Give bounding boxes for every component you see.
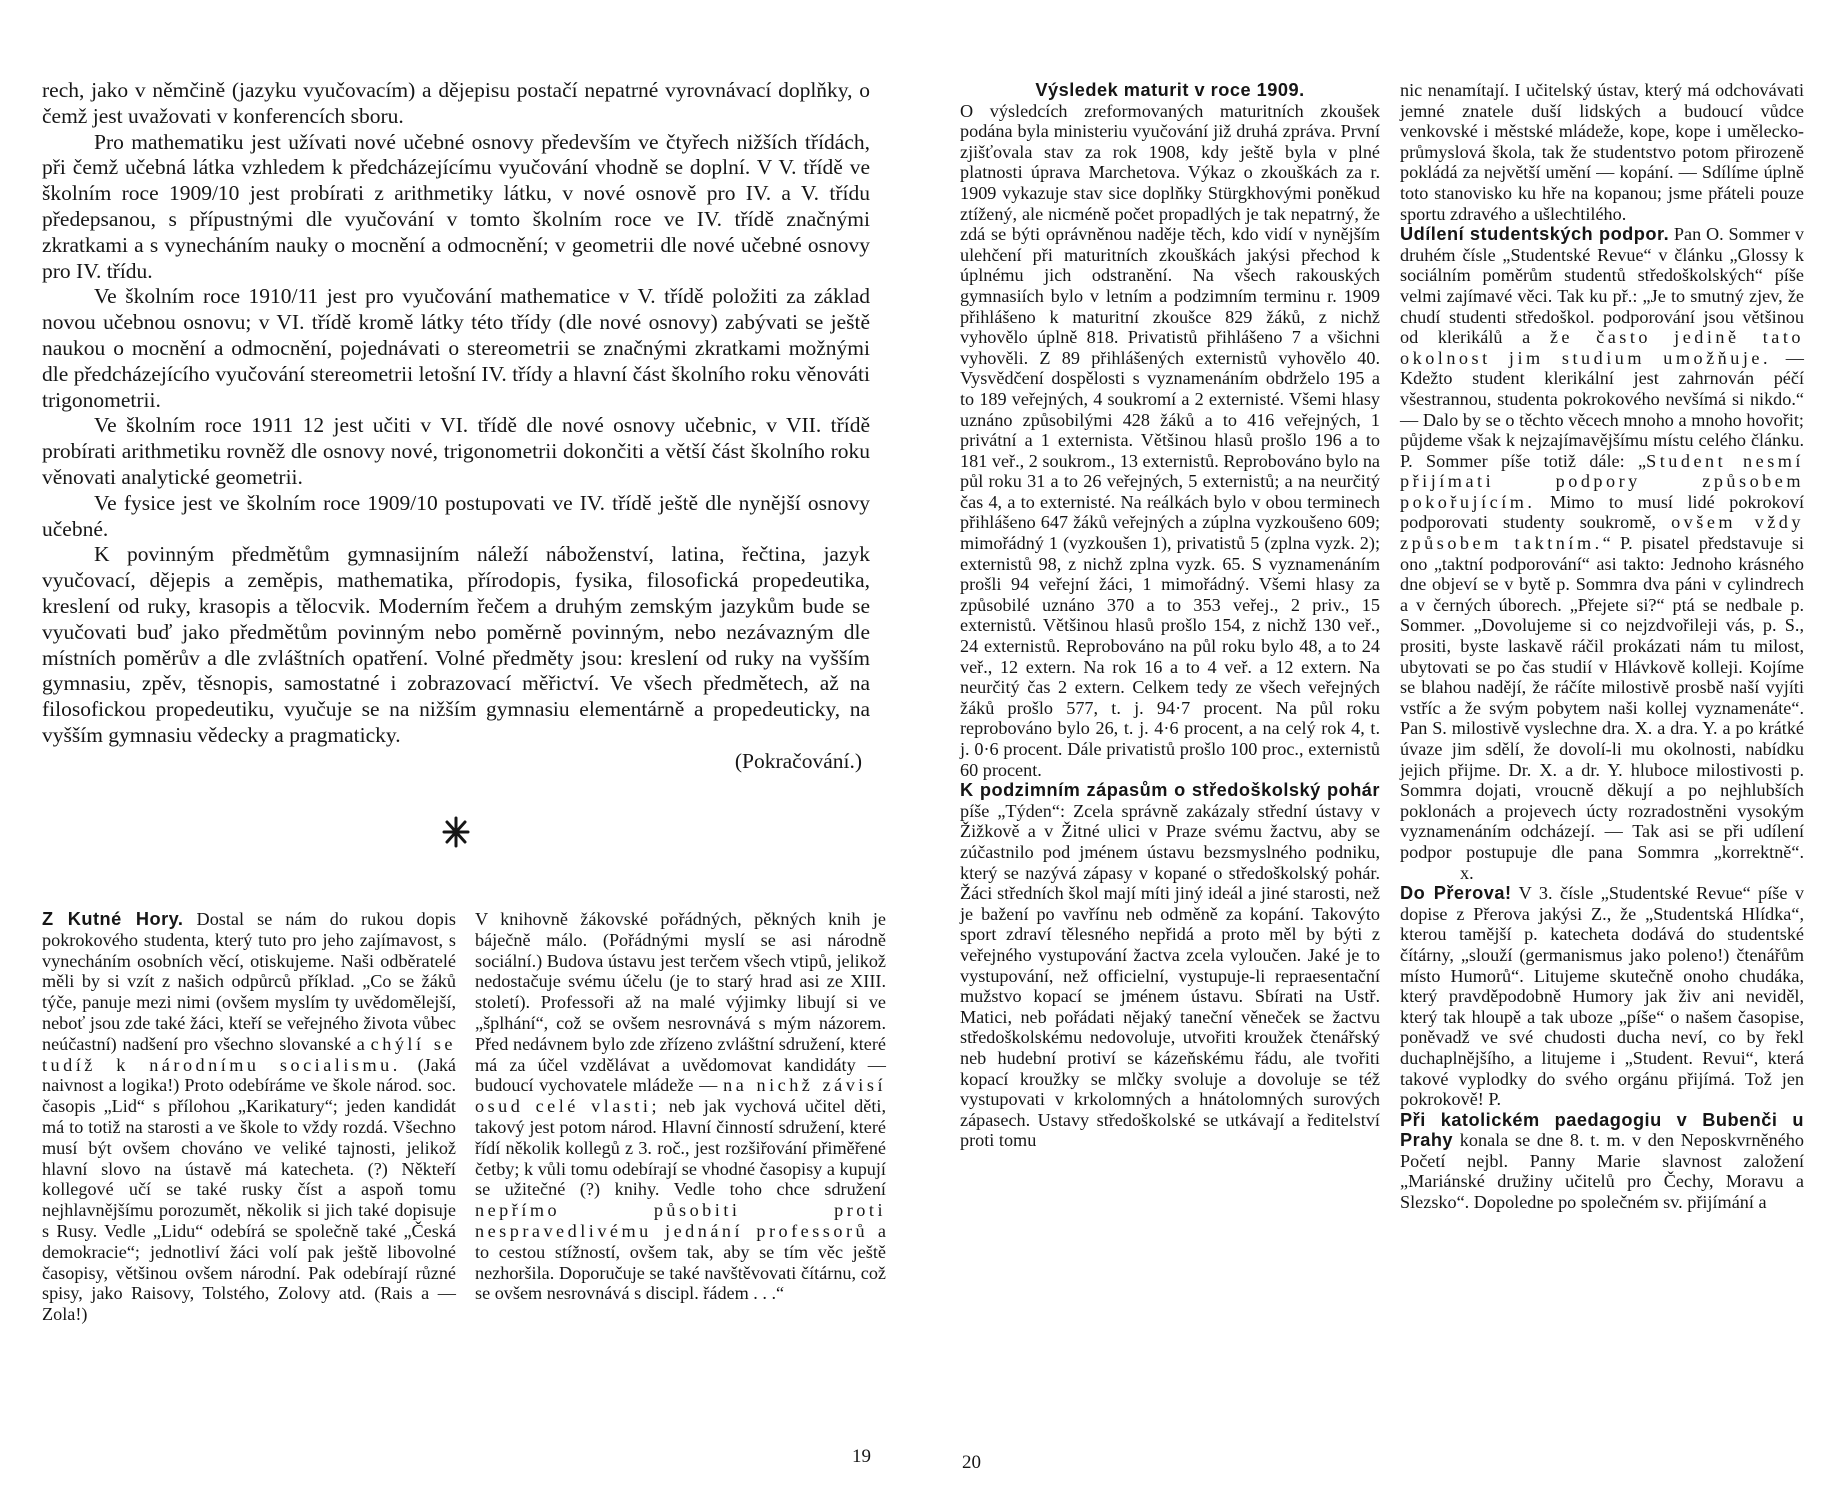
paragraph: Ve školním roce 1910/11 jest pro vyučování mathematice v V. třídě položiti za základ novou učebnou osnovu; v VI. třídě kromě látky této třídy (dle nové osnovy) zabývati se ještě naukou o mocnění a odmocnění, pojednávati o stereometrii se značnými zkratkami možnými dle předcházejícího vyučování stereometrii letošní IV. třídy a hlavní část školního roku věnováti trigonometrii.: [42, 284, 870, 412]
text-run: konala se dne 8. t. m. v den Neposkvrněného Početí nejbl. Panny Marie slavnost založení „Mariánské družiny učitelů pro Čechy, Moravu a Slezsko“. Dopoledne po společném sv. přijímání a: [1400, 1130, 1804, 1213]
paragraph: Ve fysice jest ve školním roce 1909/10 postupovati ve IV. třídě ještě dle nynější osnovy učebné.: [42, 490, 870, 541]
kutna-hora-paragraph: [475, 909, 886, 1304]
text-run: (Jaká naivnost a logika!) Proto odebíráme ve škole národ. soc. časopis „Lid“ s přílohou „Karikatury“; jeden kandidát má to totiž na starosti a ve škole to vždy rozdá. Všechno musí být ovšem chováno ve veliké tajnosti, jelikož hlavní slovo na ústavě má katecheta. (?) Někteří kollegové učí se také rusky číst a aspoň tomu nejhlavnějšímu porozumět, několik si jich také dopisuje s Rusy. Vedle „Lidu“ odebírá se společně také „Česká demokracie“; jednotliví žáci volí pak ještě libovolné časopisy, většinou ovšem národní. Pak odebírají různé spisy, jako Raisovy, Tolstého, Zolovy atd. (Rais a — Zola!): [42, 1054, 457, 1325]
paragraph: Pro mathematiku jest užívati nové učebné osnovy především ve čtyřech nižších třídách, při čemž učebná látka vzhledem k předcházejícímu vyučování vhodně se doplní. V V. třídě ve školním roce 1909/10 jest probírati z arithmetiky látku, v nové osnově pro IV. a V. třídu předepsanou, s přípustnými dle vyučování v tomto školním roce ve IV. třídě značnými zkratkami a s vynecháním nauky o mocnění a odmocnění; v geometrii dle nové učebné osnovy pro IV. třídu.: [42, 129, 870, 283]
paragraph: rech, jako v němčině (jazyku vyučovacím) a dějepisu postačí nepatrné vyrovnávací doplňky, o čemž jest uvažovati v konferencích sboru.: [42, 78, 870, 128]
sport-paragraph: nic nenamítají. I učitelský ústav, který má odchovávati jemné znatele duší lidských a budoucí vůdce venkovské i městské mládeže, kope, kope i umělecko-průmyslová škola, tak že studentstvo potom přirozeně pokládá za největší umění — kopání. — Sdílíme úplně toto stanovisko ku hře na kopanou; jsme přáteli pouze sportu zdravého a ušlechtilého.: [1400, 80, 1804, 224]
spaced-emphasis: chýlí se tudíž k národnímu socialismu.: [42, 1033, 456, 1075]
prerov-paragraph: [1400, 883, 1804, 1110]
text-run: “ P. pisatel představuje si ono „taktní podporování“ asi takto: Jednoho krásného dne objeví se v bytě p. Sommra dva páni v cylindrech a v černých úborech. „Přejete si?“ ptá se nedbale p. Sommer. „Dovolujeme si co nejzdvořileji vás, p. S., prositi, byste laskavě ráčil prokázati nám tu milost, ubytovati se po čas studií v Hlávkově kolleji. Kojíme se blahou nadějí, že ráčíte milostivě prosbě naší vyjíti vstříc a že svým pobytem naši kollej vyznamenáte“. Pan S. milostivě vyslechne dra. X. a dra. Y. a po krátké úvaze jim sdělí, že dovolí-li mu okolnosti, nabídku jejich přijme. Dr. X. a dr. Y. hluboce milostivosti p. Sommra dojati, vroucně děkují a po nejhlubších poklonách a projevech úcty rozradostněni vysokým vyznamenáním odcházejí. — Tak asi se při udílení podpor postupuje dle pana Sommra „korrektně“.: [1400, 533, 1804, 862]
text-run: V knihovně žákovské pořádných, pěkných knih je báječně málo. (Pořádnými myslí se asi národně sociální.) Budova ústavu jest terčem všech vtipů, jelikož nedostačuje svému účelu (je to starý hrad asi ze XIII. století). Professoři až na malé výjimky libují si ve „šplhání“, což se ovšem nesrovnává s mým názorem. Před nedávnem bylo zde zřízeno zvláštní sdružení, které má za účel vzdělávat a uvědomovat kandidáty — budoucí vychovatele mládeže —: [475, 909, 886, 1096]
maturity-paragraph: O výsledcích zreformovaných maturitních zkoušek podána byla ministeriu vyučování již druhá zpráva. První zjišťovala stav za rok 1908, kdy ještě byla v plné platnosti úprava Marchetova. Výkaz o zkouškách za r. 1909 vykazuje stav sice doplňky Stürgkhovými poněkud ztížený, ale nicméně počet propadlých je tak nepatrný, že zdá se býti oprávněnou naděje těch, kdo vidí v nynějším ulehčení při maturitních zkouškách jakýsi přechod k úplnému jich odstranění. Na všech rakouských gymnasiích bylo v letním a podzimním terminu r. 1909 přihlášeno k maturitní zkoušce 829 žáků, z nichž vyhovělo úplně 818. Privatistů přihlášeno 7 a všichni vyhověli. Z 89 přihlášených externistů vyhovělo 40. Vysvědčení dospělosti s vyznamenáním obdrželo 195 a to 189 veřejných, 4 soukromí a 2 externisté. Všemi hlasy uznáno způsobilými 428 žáků a to 416 veřejných, 1 privátní a 1 externista. Většinou hlasů prošlo 196 a to 181 veř., 2 soukrom., 13 externistů. Reprobováno bylo na půl roku 31 a to 26 veřejných, 5 externistů; a na neurčitý čas 4, a to externisté. Na reálkách bylo v obou terminech přihlášeno 647 žáků veřejných a zúplna vyzkoušeno 609; mimořádný 1 (vyzkoušen 1), privatistů 5 (zplna vyzk. 2); externistů 98, z nichž zplna vyzk. 65. S vyznamenáním prošli 94 veřejní žáci, 1 mimořádný. Všemi hlasy za způsobilé uznáno 370 a to 353 veřej., 2 priv., 15 externistů. Většinou hlasů prošlo 154, z nichž 130 veř., 24 externistů. Reprobováno na půl roku bylo 48, a to 24 veř., 12 extern. Na rok 16 a to 4 veř. a 12 extern. Na neurčitý čas 2 extern. Celkem tedy ze všech veřejných žáků prošlo 577, t. j. 94·7 procent. Na půl roku reprobováno bylo 26, t. j. 4·6 procent, a na celý rok 4, t. j. 0·6 procent. Dále privatistů prošlo 100 proc., externistů 60 procent.: [960, 100, 1380, 780]
right-column-2: [1400, 80, 1804, 1213]
page-number: 20: [962, 1452, 981, 1473]
paragraph: K povinným předmětům gymnasijním náleží náboženství, latina, řečtina, jazyk vyučovací, dějepis a zeměpis, mathematika, přírodopis, fysika, filosofická propedeutika, kreslení od ruky, krasopis a tělocvik. Moderním řečem a druhým zemským jazykům bude se vyučovati buď jako předmětům povinným nebo poměrně povinným, nebo nezávazným dle místních poměrův a dle zvláštních opatření. Volné předměty jsou: kreslení od ruky na vyšším gymnasiu, zpěv, těsnopis, samostatné i zobrazovací měřictví. Ve všech předmětech, až na filosofickou propedeutiku, vyučuje se na nižším gymnasiu elementárně a propedeuticky, na vyšším gymnasiu vědecky a pragmaticky.: [42, 542, 870, 747]
spaced-emphasis: ovšem vždy způsobem taktním.: [1400, 512, 1804, 554]
text-run: neb jak vychová učitel děti, takový jest potom národ. Hlavní činností sdružení, které řídí několik kollegů z 3. roč., jest rozšiřování přiměřené četby; k vůli tomu odebírají se vhodné časopisy a kupují se užitečné (?) knihy. Vedle toho chce sdružení: [475, 1096, 886, 1200]
bubenec-heading: Při katolickém paedagogiu v Bubenči u Prahy: [1400, 1109, 1804, 1151]
spaced-emphasis: nepřímo působiti proti nespravedlivému jednání professorů: [475, 1200, 886, 1241]
spaced-emphasis: na nichž závisí osud celé vlasti;: [475, 1075, 886, 1117]
text-run: a to cestou stížností, ovšem tak, aby se tím věc ještě nezhoršila. Doporučuje se také navštěvovati čítárnu, což se ovšem nesrovnává s discipl. řádem . . .“: [475, 1220, 887, 1304]
kutna-hora-col1: [42, 909, 456, 1325]
prerov-heading: Do Přerova!: [1400, 883, 1512, 904]
kutna-hora-col2: [475, 909, 886, 1304]
right-page: [912, 0, 1824, 1501]
maturity-heading: Výsledek maturit v roce 1909.: [1035, 80, 1305, 100]
cup-heading: K podzimním zápasům o středoškolský pohár: [960, 780, 1380, 801]
spaced-emphasis: že často jedině tato okolnost jim studium umožňuje.: [1400, 327, 1804, 368]
right-column-1: [960, 80, 1380, 1151]
podpory-heading: Udílení studentských podpor.: [1400, 224, 1670, 245]
text-run: píše „Týden“: Zcela správně zakázaly střední ústavy v Žižkově a v Žitné ulici v Praze svému žactvu, aby se zúčastnilo pod jménem ústavu bezsmyslného podniku, který se nazývá zápasy v kopané o středoškolský pohár. Žáci středních škol mají míti jiný ideál a jiné starosti, než je bažení po vavřínu neb odměně za kopání. Takovýto sport zdraví tělesného nepřidá a proto měl by býti z veřejného vystupování žactva zcela vyloučen. Jaké je to vystupování, než officielní, vystupuje-li repraesentační mužstvo kopací se jménem ústavu. Sbírati na Ustř. Matici, neb pořádati nějaký taneční věneček se žactvu středoškolskému nedovoluje, utvořiti kroužek čtenářský neb hudební protiví se kázeňskému řádu, ale tvořiti kopací kroužky se mlčky svoluje a dovoluje se též vystupovati v krkolomných a hnátolomných surových zápasech. Ustavy středoškolské se utkávají a ředitelství proti tomu: [960, 800, 1380, 1151]
continuation-note: (Pokračování.): [734, 748, 862, 773]
spaced-emphasis: Student nesmí přijímati podpory způsobem pokořujícím.: [1400, 450, 1804, 512]
text-run: Mimo to musí lidé pokrokoví podporovati studenty soukromě,: [1400, 491, 1804, 533]
text-run: V 3. čísle „Studentské Revue“ píše v dopise z Přerova jakýsi Z., že „Studentská Hlídka“, kterou tamější p. katecheta dodává do studentské čítárny, „slouží (germanismus jako poleno!) čtenářům místo Humorů“. Litujeme skutečně onoho chudáka, který pravděpodobně Humory jak živ ani neviděl, který tak hloupě a tak uboze „píše“ o našem časopise, poněvadž ve své chudosti ducha neví, co by řekl duchaplnějšího, a litujeme i „Student. Revui“, která takové vyplodky do svého orgánu přijímá. Tož jen pokrokově! P.: [1400, 883, 1804, 1110]
asterism-ornament-icon: [442, 816, 470, 848]
page-number: 19: [852, 1446, 871, 1467]
text-run: Pan O. Sommer v druhém čísle „Studentské Revue“ v článku „Glossy k sociálním poměrům studentů středoškolských“ píše velmi zajímavé věci. Tak ku př.: „Je to smutný zjev, že chudí studenti středoškol. podporování jsou většinou od klerikálů a: [1400, 224, 1804, 348]
kutna-hora-paragraph: [42, 909, 456, 1325]
kutna-hora-heading: Z Kutné Hory.: [42, 909, 184, 929]
paragraph: Ve školním roce 1911 12 jest učiti v VI. třídě dle nové osnovy učebnic, v VII. třídě probírati arithmetiku rovněž dle osnovy nové, trigonometrii dokončiti a větší část školního roku věnovati analytické geometrii.: [42, 413, 870, 489]
text-run: — Kdežto student klerikální jest zahrnován péčí všestrannou, studenta pokrokového nevšímá si nikdo.“ — Dalo by se o těchto věcech mnoho a mnoho hovořit; půjdeme však k nejzajímavějšímu místu celého článku. P. Sommer píše totiž dále: „: [1400, 347, 1804, 471]
bubenec-paragraph: [1400, 1110, 1804, 1213]
school-reform-article: [42, 78, 870, 775]
text-run: Dostal se nám do rukou dopis pokrokového studenta, který tuto pro jeho zajímavost, s vynecháním osobních věcí, otiskujeme. Naši odběratelé měli by si vzít z našich odpůrců příklad. „Co se žáků týče, panuje mezi nimi (ovšem myslím ty uvědomělejší, neboť jsou zde také žáci, kteří se veřejného života vůbec neúčastní) nadšení pro všechno slovanské a: [42, 909, 456, 1054]
cup-paragraph: [960, 780, 1380, 1151]
podpory-paragraph: [1400, 224, 1804, 883]
signature: x.: [1460, 862, 1474, 883]
